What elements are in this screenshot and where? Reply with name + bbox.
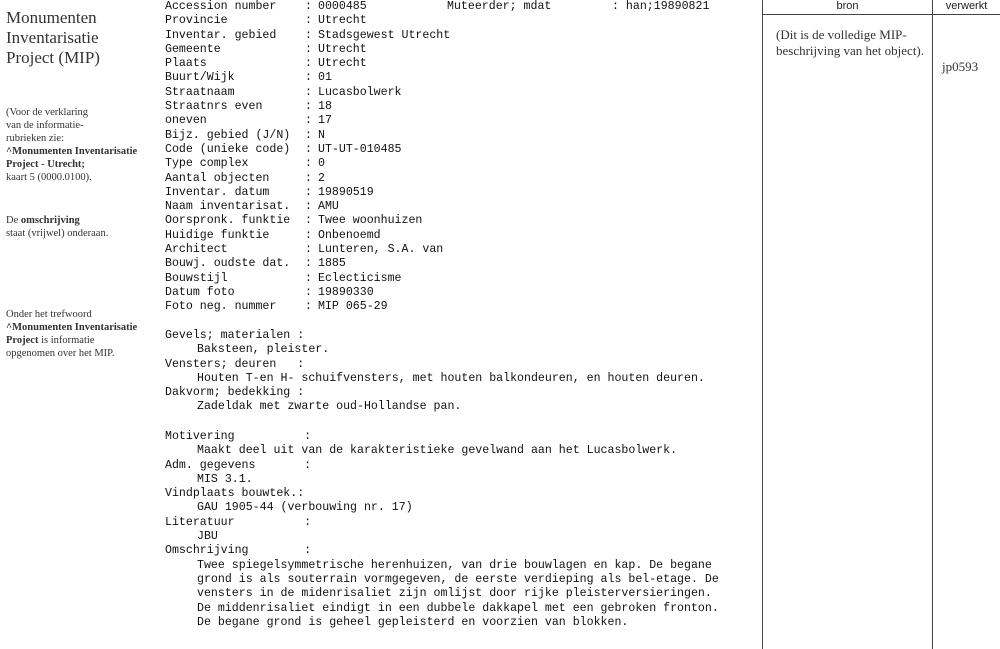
- field-value: Stadsgewest Utrecht: [318, 28, 451, 42]
- field-value: 0000485: [318, 0, 367, 13]
- mip-title-line: Monumenten: [6, 8, 97, 27]
- section-text: Zadeldak met zwarte oud-Hollandse pan.: [197, 400, 462, 414]
- field-row: [165, 186, 760, 200]
- field-value: Utrecht: [318, 57, 367, 71]
- record-fields: [165, 0, 760, 315]
- field-separator: :: [305, 0, 312, 13]
- field-row: [165, 286, 760, 300]
- field-separator: :: [305, 114, 312, 128]
- section-text: Baksteen, pleister.: [197, 343, 330, 357]
- field-separator: :: [305, 228, 312, 242]
- section-heading: Adm. gegevens :: [165, 458, 312, 472]
- field-value: Eclecticisme: [318, 271, 402, 285]
- note-reference: Project: [6, 335, 39, 346]
- field-label: Bouwstijl: [165, 271, 228, 285]
- mutator-label: Muteerder; mdat: [447, 0, 552, 13]
- section-heading: Gevels; materialen :: [165, 329, 305, 342]
- field-separator: :: [305, 14, 312, 28]
- field-separator: :: [305, 185, 312, 199]
- field-value: Utrecht: [318, 42, 367, 56]
- section-text: GAU 1905-44 (verbouwing nr. 17): [197, 501, 413, 515]
- field-value: N: [318, 128, 325, 142]
- field-label: Aantal objecten: [165, 171, 270, 185]
- note-line: rubrieken zie:: [6, 133, 65, 144]
- field-separator: :: [305, 57, 312, 71]
- note-reference: Project - Utrecht;: [6, 159, 85, 170]
- field-row: [165, 229, 760, 243]
- note-reference: ^Monumenten Inventarisatie: [6, 146, 138, 157]
- field-label: Type complex: [165, 157, 249, 171]
- field-label: Bouwj. oudste dat.: [165, 257, 291, 271]
- field-row: [165, 43, 760, 57]
- section-heading: Dakvorm; bedekking :: [165, 386, 305, 400]
- field-label: Provincie: [165, 14, 228, 28]
- verwerkt-header: verwerkt: [945, 0, 988, 12]
- field-label: Datum foto: [165, 285, 235, 299]
- section-heading: Motivering :: [165, 430, 312, 443]
- note-line: Onder het trefwoord: [6, 309, 92, 320]
- field-separator: :: [305, 271, 312, 285]
- field-row: [165, 86, 760, 100]
- field-row: [165, 300, 760, 314]
- note-line: opgenomen over het MIP.: [6, 348, 115, 359]
- note-line: staat (vrijwel) onderaan.: [6, 228, 109, 239]
- field-separator: :: [305, 200, 312, 214]
- field-separator: :: [305, 157, 312, 171]
- field-row: [165, 29, 760, 43]
- field-value: MIP 065-29: [318, 300, 388, 314]
- record-body: [165, 0, 760, 629]
- field-row: [165, 14, 760, 28]
- field-label: oneven: [165, 114, 207, 128]
- section-text: De middenrisaliet eindigt in een dubbele dakkapel met een gebroken fronton.: [197, 601, 719, 615]
- field-label: Accession number: [165, 0, 277, 13]
- description-sections: [165, 329, 760, 415]
- section-text: JBU: [197, 530, 218, 544]
- field-label: Plaats: [165, 57, 207, 71]
- section-text: De begane grond is geheel gepleisterd en voorzien van blokken.: [197, 615, 629, 629]
- note-text: is informatie: [38, 335, 95, 346]
- field-value: AMU: [318, 200, 339, 214]
- field-row: [165, 157, 760, 171]
- field-separator: :: [305, 128, 312, 142]
- field-row: [165, 200, 760, 214]
- field-separator: :: [305, 42, 312, 56]
- left-margin: [6, 8, 156, 68]
- field-row: [165, 114, 760, 128]
- explanation-note: [6, 106, 156, 184]
- note-text: De: [6, 215, 21, 226]
- field-value: 01: [318, 71, 332, 85]
- field-value: 2: [318, 171, 325, 185]
- field-row: [165, 143, 760, 157]
- field-label: Naam inventarisat.: [165, 200, 291, 214]
- field-value: Lunteren, S.A. van: [318, 243, 444, 257]
- field-separator: :: [305, 71, 312, 85]
- field-separator: :: [305, 85, 312, 99]
- field-label: Architect: [165, 243, 228, 257]
- section-heading: Omschrijving :: [165, 544, 312, 558]
- field-label: Code (unieke code): [165, 142, 291, 156]
- field-value: 0: [318, 157, 325, 171]
- mip-title-line: Project (MIP): [6, 48, 100, 67]
- header-rule: [762, 14, 1000, 15]
- column-divider: [762, 0, 763, 649]
- mip-title-line: Inventarisatie: [6, 28, 99, 47]
- section-heading: Vindplaats bouwtek.:: [165, 487, 305, 501]
- section-text: MIS 3.1.: [197, 472, 253, 486]
- note-line: van de informatie-: [6, 120, 84, 131]
- section-heading: Literatuur :: [165, 515, 312, 529]
- field-row: [165, 100, 760, 114]
- field-separator: :: [305, 300, 312, 314]
- field-row: [165, 214, 760, 228]
- section-text: grond is als souterrain vormgegeven, de eerste verdieping als bel-etage. De: [197, 572, 719, 586]
- field-row: [165, 57, 760, 71]
- field-separator: :: [305, 214, 312, 228]
- section-text: vensters in de midenrisaliet zijn omlijst door rijke pleisterversieringen.: [197, 587, 712, 601]
- field-value: Onbenoemd: [318, 228, 381, 242]
- keyword-note: [6, 308, 156, 360]
- field-row: [165, 257, 760, 271]
- field-label: Huidige funktie: [165, 228, 270, 242]
- note-reference: ^Monumenten Inventarisatie: [6, 322, 138, 333]
- field-label: Straatnaam: [165, 85, 235, 99]
- field-value: 19890519: [318, 185, 374, 199]
- mutator-value: : han;19890821: [612, 0, 710, 13]
- field-value: 18: [318, 100, 332, 114]
- bron-header: bron: [836, 0, 859, 12]
- field-value: 19890330: [318, 285, 374, 299]
- field-label: Oorspronk. funktie: [165, 214, 291, 228]
- field-separator: :: [305, 171, 312, 185]
- field-value: Lucasbolwerk: [318, 85, 402, 99]
- column-divider: [932, 0, 933, 649]
- field-separator: :: [305, 257, 312, 271]
- section-text: Houten T-en H- schuifvensters, met houten balkondeuren, en houten deuren.: [197, 371, 705, 385]
- note-line: kaart 5 (0000.0100).: [6, 172, 92, 183]
- field-value: 1885: [318, 257, 346, 271]
- description-note: [6, 214, 156, 240]
- section-text: Maakt deel uit van de karakteristieke gevelwand aan het Lucasbolwerk.: [197, 444, 678, 458]
- field-separator: :: [305, 100, 312, 114]
- field-value: UT-UT-010485: [318, 142, 402, 156]
- field-label: Foto neg. nummer: [165, 300, 277, 314]
- mip-title: [6, 8, 156, 68]
- motivation-sections: [165, 430, 760, 630]
- field-value: Twee woonhuizen: [318, 214, 423, 228]
- bron-text: (Dit is de volledige MIP-beschrijving van het object).: [776, 27, 925, 58]
- field-label: Straatnrs even: [165, 100, 263, 114]
- field-label: Inventar. gebied: [165, 28, 277, 42]
- field-row: [165, 272, 760, 286]
- field-row: [165, 172, 760, 186]
- field-value: 17: [318, 114, 332, 128]
- field-separator: :: [305, 243, 312, 257]
- field-row: [165, 243, 760, 257]
- field-separator: :: [305, 28, 312, 42]
- field-row: [165, 71, 760, 85]
- field-value: Utrecht: [318, 14, 367, 28]
- field-label: Gemeente: [165, 42, 221, 56]
- note-keyword: omschrijving: [20, 215, 80, 226]
- field-separator: :: [305, 142, 312, 156]
- field-label: Bijz. gebied (J/N): [165, 128, 291, 142]
- verwerkt-text: jp0593: [942, 59, 979, 74]
- section-heading: Vensters; deuren :: [165, 357, 305, 371]
- field-label: Inventar. datum: [165, 185, 270, 199]
- section-text: Twee spiegelsymmetrische herenhuizen, van drie bouwlagen en kap. De begane: [197, 558, 712, 572]
- note-line: (Voor de verklaring: [6, 107, 89, 118]
- field-separator: :: [305, 285, 312, 299]
- field-label: Buurt/Wijk: [165, 71, 235, 85]
- field-row: [165, 129, 760, 143]
